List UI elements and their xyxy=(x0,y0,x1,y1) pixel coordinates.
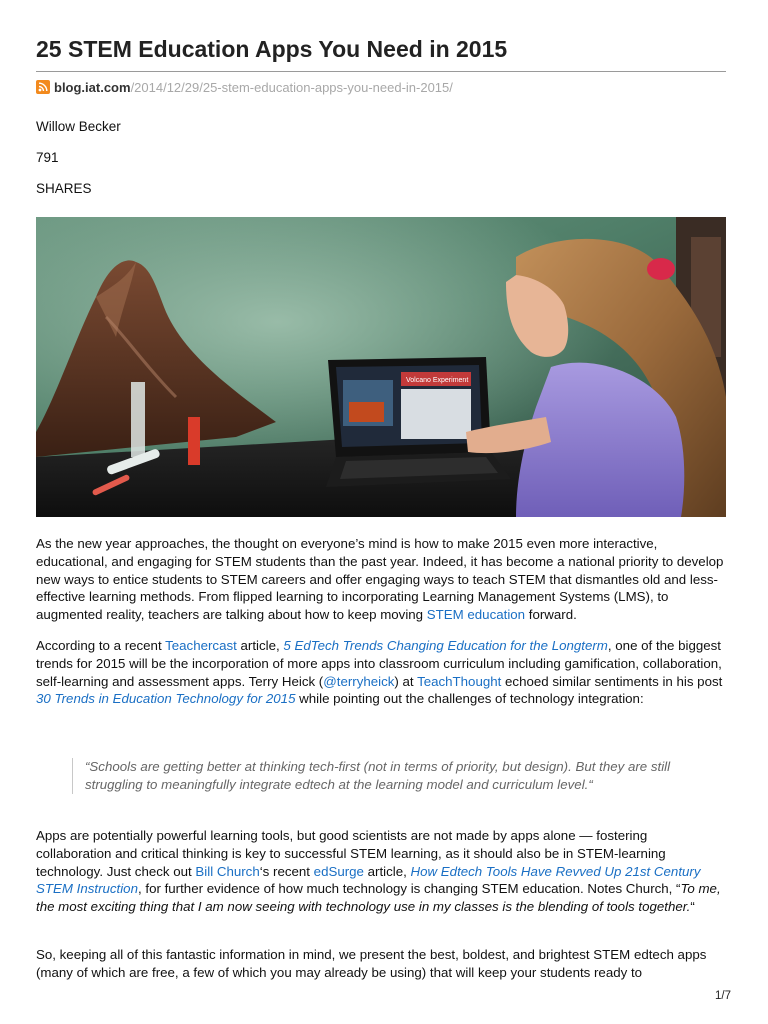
edtech-tools-article-link[interactable]: How Edtech Tools Have Revved Up 21st Century STEM Instruction xyxy=(36,863,701,897)
intro-paragraph xyxy=(36,535,726,624)
bill-church-link[interactable]: Bill Church xyxy=(195,863,260,879)
intro-text: As the new year approaches, the thought on everyone’s mind is how to make 2015 even more interactive, educational, and engaging for STEM students than the past year. Indeed, it has become a national priority to develop new ways to entice students to STEM careers and offer engaging ways to teach STEM that dismantles old and less-effective learning methods. From flipped learning to incorporating Learning Management Systems (LMS), to augmented reality, teachers are talking about how to keep moving xyxy=(36,536,724,623)
terryheick-link[interactable]: @terryheick xyxy=(323,673,395,689)
page-title: 25 STEM Education Apps You Need in 2015 xyxy=(36,36,508,62)
apps-text-2: ‘s recent xyxy=(259,863,314,879)
edtech-trends-article-link[interactable]: 5 EdTech Trends Changing Education for the Longterm xyxy=(283,638,608,653)
edsurge-link[interactable]: edSurge xyxy=(313,863,364,879)
trends-text-4: ) at xyxy=(394,673,418,689)
trends-paragraph xyxy=(36,637,726,708)
page-number: 1/7 xyxy=(715,990,731,1002)
source-host-link[interactable]: blog.iat.com xyxy=(54,80,131,95)
share-count: 791 xyxy=(36,150,59,165)
intro-tail: forward. xyxy=(525,607,577,623)
teachercast-link[interactable]: Teachercast xyxy=(165,638,237,653)
laptop-screen-caption: Volcano Experiment xyxy=(406,377,469,384)
trends-text-1: According to a recent xyxy=(36,638,166,653)
apps-text-4: , for further evidence of how much technology is changing STEM education. Notes Church, “ xyxy=(137,881,681,897)
hero-image xyxy=(36,217,726,517)
block-quote: “Schools are getting better at thinking tech-first (not in terms of priority, but design). But they are still struggling to meaningfully integrate edtech at the learning model and curriculum level.“ xyxy=(72,758,705,794)
author-name: Willow Becker xyxy=(36,119,121,134)
apps-text-5: “ xyxy=(690,899,695,915)
trends-text-3: , one of the biggest trends for 2015 will be the incorporation of more apps into classroom curriculum including gamification, collaboration, self-learning and assessment apps. Terry Heick ( xyxy=(36,638,722,689)
source-path-link[interactable]: /2014/12/29/25-stem-education-apps-you-need-in-2015/ xyxy=(130,80,453,95)
trends-text-6: while pointing out the challenges of technology integration: xyxy=(295,691,644,707)
title-divider xyxy=(36,71,726,72)
stem-education-link[interactable]: STEM education xyxy=(426,607,526,623)
apps-text-3: article, xyxy=(363,863,411,879)
teachthought-link[interactable]: TeachThought xyxy=(417,673,502,689)
trends-text-2: article, xyxy=(236,638,284,653)
church-quote: To me, the most exciting thing that I am now seeing with technology use in my classes is the blending of tools together. xyxy=(36,881,721,915)
source-line xyxy=(36,80,453,96)
apps-paragraph xyxy=(36,827,726,916)
30-trends-link[interactable]: 30 Trends in Education Technology for 2015 xyxy=(36,691,296,707)
share-label: SHARES xyxy=(36,181,92,196)
trends-text-5: echoed similar sentiments in his post xyxy=(501,673,723,689)
apps-text-1: Apps are potentially powerful learning tools, but good scientists are not made by apps alone — fostering collaboration and critical thinking is key to successful STEM learning, as it should also be in STEM-learning technology. Just check out xyxy=(36,828,666,879)
rss-feed-icon xyxy=(36,80,50,94)
closing-paragraph: So, keeping all of this fantastic information in mind, we present the best, boldest, and brightest STEM edtech apps (many of which are free, a few of which you may already be using) that will keep your students ready to xyxy=(36,947,707,980)
